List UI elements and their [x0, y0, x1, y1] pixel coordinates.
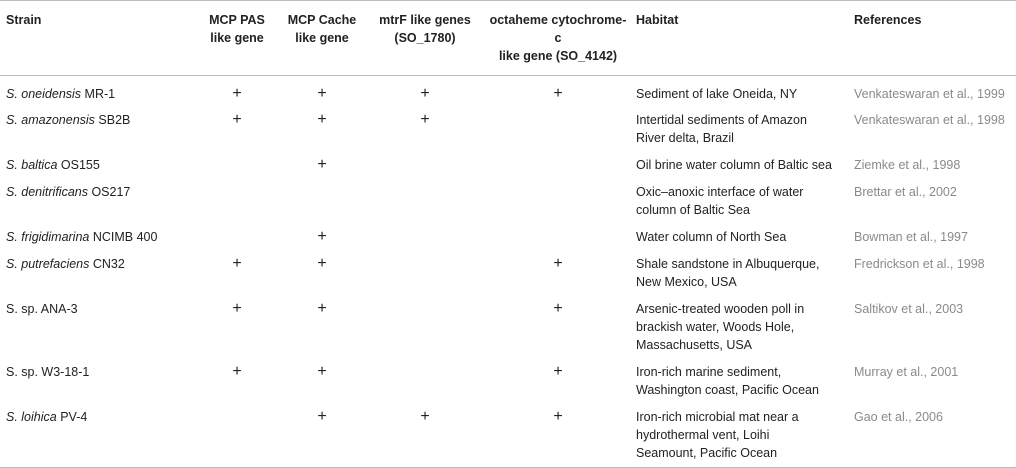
table-row: [0, 224, 1016, 251]
octaheme-cell: [484, 152, 632, 179]
habitat-cell: Iron-rich marine sediment, Washington coast, Pacific Ocean: [636, 365, 819, 397]
reference-cell: Venkateswaran et al., 1998: [854, 113, 1005, 127]
cache-cell: +: [317, 111, 327, 128]
strain-cell: S. denitrificans OS217: [6, 185, 131, 199]
pas-cell: +: [232, 255, 242, 272]
reference-cell: Murray et al., 2001: [854, 365, 959, 379]
octaheme-cell: +: [553, 85, 563, 102]
strain-cell: S. oneidensis MR-1: [6, 87, 116, 101]
strain-cell: S. sp. W3-18-1: [6, 365, 90, 379]
octaheme-cell: [484, 179, 632, 224]
octaheme-cell: +: [553, 300, 563, 317]
cache-cell: +: [317, 408, 327, 425]
octaheme-cell: +: [553, 408, 563, 425]
strain-cell: S. sp. ANA-3: [6, 302, 78, 316]
strain-cell: S. amazonensis SB2B: [6, 113, 131, 127]
reference-cell: Fredrickson et al., 1998: [854, 257, 985, 271]
table-row: [0, 359, 1016, 404]
table-row: [0, 152, 1016, 179]
reference-cell: Saltikov et al., 2003: [854, 302, 964, 316]
mtrf-cell: [366, 224, 484, 251]
octaheme-cell: +: [553, 255, 563, 272]
header-octaheme: octaheme cytochrome-c like gene (SO_4142): [489, 13, 627, 63]
mtrf-cell: [366, 359, 484, 404]
strain-cell: S. frigidimarina NCIMB 400: [6, 230, 158, 244]
pas-cell: [196, 179, 278, 224]
header-habitat: Habitat: [636, 13, 679, 27]
strain-cell: S. loihica PV-4: [6, 410, 88, 424]
reference-cell: Bowman et al., 1997: [854, 230, 968, 244]
cache-cell: +: [317, 300, 327, 317]
table-body: [0, 76, 1016, 468]
table-row: [0, 76, 1016, 108]
mtrf-cell: [366, 251, 484, 296]
reference-cell: Ziemke et al., 1998: [854, 158, 961, 172]
habitat-cell: Sediment of lake Oneida, NY: [636, 87, 798, 101]
mtrf-cell: +: [420, 111, 430, 128]
pas-cell: [196, 152, 278, 179]
pas-cell: +: [232, 363, 242, 380]
octaheme-cell: [484, 224, 632, 251]
habitat-cell: Shale sandstone in Albuquerque, New Mexico, USA: [636, 257, 820, 289]
mtrf-cell: [366, 296, 484, 359]
table-row: [0, 179, 1016, 224]
header-mtrf: mtrF like genes (SO_1780): [379, 13, 471, 45]
table-row: [0, 296, 1016, 359]
habitat-cell: Iron-rich microbial mat near a hydrothermal vent, Loihi Seamount, Pacific Ocean: [636, 410, 799, 460]
pas-cell: [196, 224, 278, 251]
octaheme-cell: +: [553, 363, 563, 380]
table-header: [0, 1, 1016, 76]
habitat-cell: Intertidal sediments of Amazon River delta, Brazil: [636, 113, 807, 145]
cache-cell: +: [317, 255, 327, 272]
table-row: [0, 404, 1016, 468]
header-mcp-cache: MCP Cache like gene: [287, 13, 357, 45]
habitat-cell: Arsenic-treated wooden poll in brackish water, Woods Hole, Massachusetts, USA: [636, 302, 805, 352]
strain-cell: S. baltica OS155: [6, 158, 100, 172]
strain-cell: S. putrefaciens CN32: [6, 257, 125, 271]
cache-cell: +: [317, 156, 327, 173]
reference-cell: Brettar et al., 2002: [854, 185, 957, 199]
reference-cell: Venkateswaran et al., 1999: [854, 87, 1005, 101]
pas-cell: +: [232, 300, 242, 317]
mtrf-cell: +: [420, 85, 430, 102]
mtrf-cell: [366, 152, 484, 179]
pas-cell: [196, 404, 278, 468]
pas-cell: +: [232, 111, 242, 128]
header-mcp-pas: MCP PAS like gene: [209, 13, 265, 45]
header-row: [0, 1, 1016, 76]
table-row: [0, 251, 1016, 296]
cache-cell: +: [317, 363, 327, 380]
pas-cell: +: [232, 85, 242, 102]
cache-cell: [278, 179, 366, 224]
cache-cell: +: [317, 228, 327, 245]
habitat-cell: Oil brine water column of Baltic sea: [636, 158, 832, 172]
header-strain: Strain: [6, 13, 42, 27]
reference-cell: Gao et al., 2006: [854, 410, 943, 424]
mtrf-cell: +: [420, 408, 430, 425]
table-row: [0, 107, 1016, 152]
octaheme-cell: [484, 107, 632, 152]
habitat-cell: Oxic–anoxic interface of water column of Baltic Sea: [636, 185, 804, 217]
cache-cell: +: [317, 85, 327, 102]
mtrf-cell: [366, 179, 484, 224]
habitat-cell: Water column of North Sea: [636, 230, 787, 244]
header-references: References: [854, 13, 922, 27]
